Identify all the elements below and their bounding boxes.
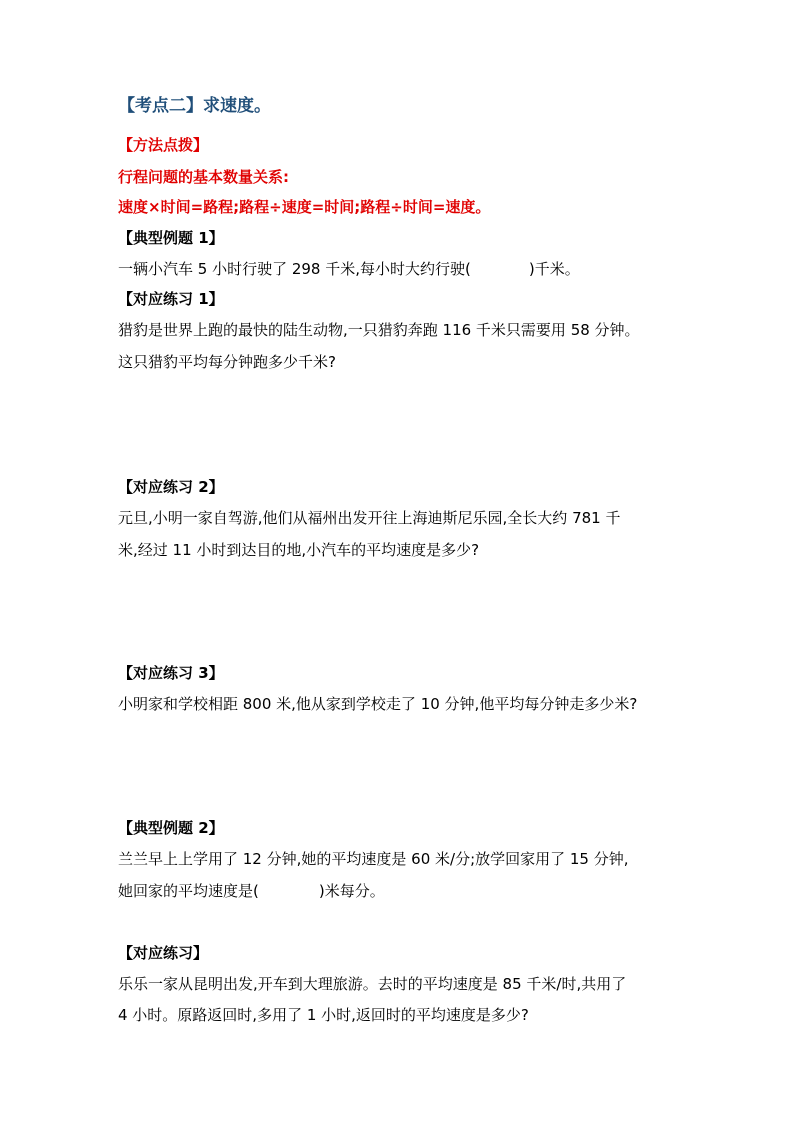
method-heading: 【方法点拨】 [118, 136, 209, 154]
practice-4-line-2: 4 小时。原路返回时,多用了 1 小时,返回时的平均速度是多少? [118, 1006, 529, 1024]
method-line-2: 速度×时间=路程;路程÷速度=时间;路程÷时间=速度。 [118, 198, 491, 216]
practice-2-line-1: 元旦,小明一家自驾游,他们从福州出发开往上海迪斯尼乐园,全长大约 781 千 [118, 509, 621, 527]
practice-1-heading: 【对应练习 1】 [118, 290, 224, 308]
example-2-heading: 【典型例题 2】 [118, 819, 224, 837]
practice-2-heading: 【对应练习 2】 [118, 478, 224, 496]
example-1-heading: 【典型例题 1】 [118, 229, 224, 247]
practice-3-line-1: 小明家和学校相距 800 米,他从家到学校走了 10 分钟,他平均每分钟走多少米? [118, 695, 638, 713]
practice-1-line-2: 这只猎豹平均每分钟跑多少千米? [118, 353, 336, 371]
practice-2-line-2: 米,经过 11 小时到达目的地,小汽车的平均速度是多少? [118, 541, 480, 559]
section-title: 【考点二】求速度。 [118, 96, 271, 116]
practice-4-line-1: 乐乐一家从昆明出发,开车到大理旅游。去时的平均速度是 85 千米/时,共用了 [118, 975, 627, 993]
example-1-text-before: 一辆小汽车 5 小时行驶了 298 千米,每小时大约行驶( [118, 260, 471, 278]
practice-3-heading: 【对应练习 3】 [118, 664, 224, 682]
example-1-text-after: )千米。 [528, 260, 580, 278]
practice-4-heading: 【对应练习】 [118, 944, 209, 962]
example-2-text-after: )米每分。 [318, 882, 385, 900]
practice-1-line-1: 猎豹是世界上跑的最快的陆生动物,一只猎豹奔跑 116 千米只需要用 58 分钟。 [118, 321, 640, 339]
example-2-text-before: 她回家的平均速度是( [118, 882, 259, 900]
example-2-line-2 [118, 881, 385, 901]
example-2-line-1: 兰兰早上上学用了 12 分钟,她的平均速度是 60 米/分;放学回家用了 15 分钟, [118, 850, 629, 868]
method-line-1: 行程问题的基本数量关系: [118, 168, 289, 186]
example-1-question [118, 259, 580, 279]
